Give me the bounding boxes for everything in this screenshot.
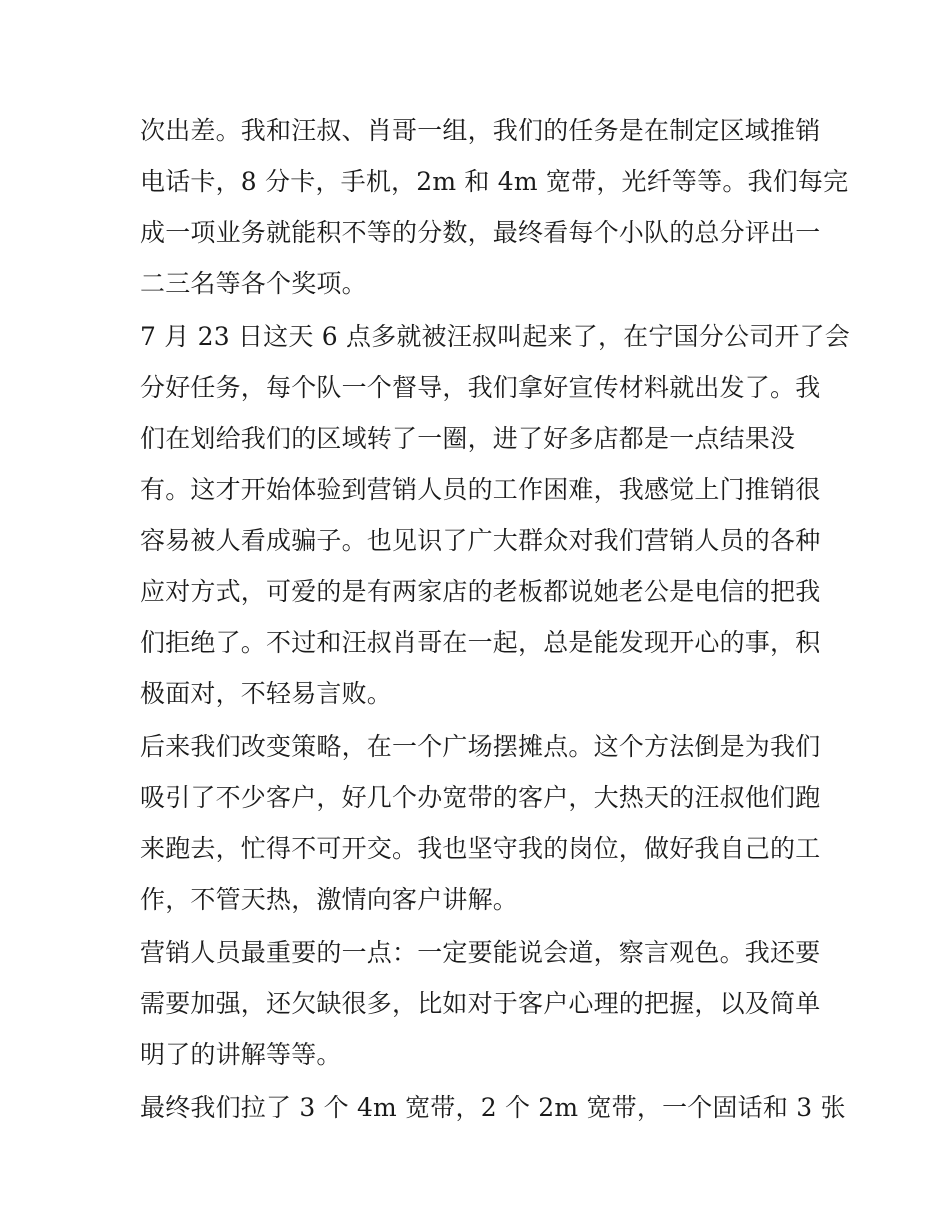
text-line: 容易被人看成骗子。也见识了广大群众对我们营销人员的各种 [140,526,821,555]
text-line: 营销人员最重要的一点：一定要能说会道，察言观色。我还要 [140,938,821,967]
paragraph [140,311,850,719]
document-body [140,105,850,1133]
text-line: 们拒绝了。不过和汪叔肖哥在一起，总是能发现开心的事，积 [140,628,821,657]
text-line: 成一项业务就能积不等的分数，最终看每个小队的总分评出一 [140,218,821,247]
paragraph [140,1082,846,1133]
text-line: 极面对，不轻易言败。 [140,679,393,708]
text-line: 们在划给我们的区域转了一圈，进了好多店都是一点结果没 [140,424,796,453]
text-line: 吸引了不少客户，好几个办宽带的客户，大热天的汪叔他们跑 [140,783,821,812]
text-line: 作，不管天热，激情向客户讲解。 [140,885,519,914]
text-line: 电话卡，8 分卡，手机，2m 和 4m 宽带，光纤等等。我们每完 [140,167,849,196]
text-line: 来跑去，忙得不可开交。我也坚守我的岗位，做好我自己的工 [140,834,821,863]
text-line: 需要加强，还欠缺很多，比如对于客户心理的把握，以及简单 [140,989,821,1018]
text-line: 分好任务，每个队一个督导，我们拿好宣传材料就出发了。我 [140,373,821,402]
text-line: 最终我们拉了 3 个 4m 宽带，2 个 2m 宽带，一个固话和 3 张 [140,1093,846,1122]
paragraph [140,721,820,925]
paragraph [140,927,820,1080]
text-line: 后来我们改变策略，在一个广场摆摊点。这个方法倒是为我们 [140,732,821,761]
text-line: 有。这才开始体验到营销人员的工作困难，我感觉上门推销很 [140,475,821,504]
text-line: 7 月 23 日这天 6 点多就被汪叔叫起来了，在宁国分公司开了会 [140,322,850,351]
text-line: 二三名等各个奖项。 [140,269,367,298]
text-line: 明了的讲解等等。 [140,1040,342,1069]
text-line: 应对方式，可爱的是有两家店的老板都说她老公是电信的把我 [140,577,821,606]
paragraph [140,105,849,309]
text-line: 次出差。我和汪叔、肖哥一组，我们的任务是在制定区域推销 [140,116,821,145]
